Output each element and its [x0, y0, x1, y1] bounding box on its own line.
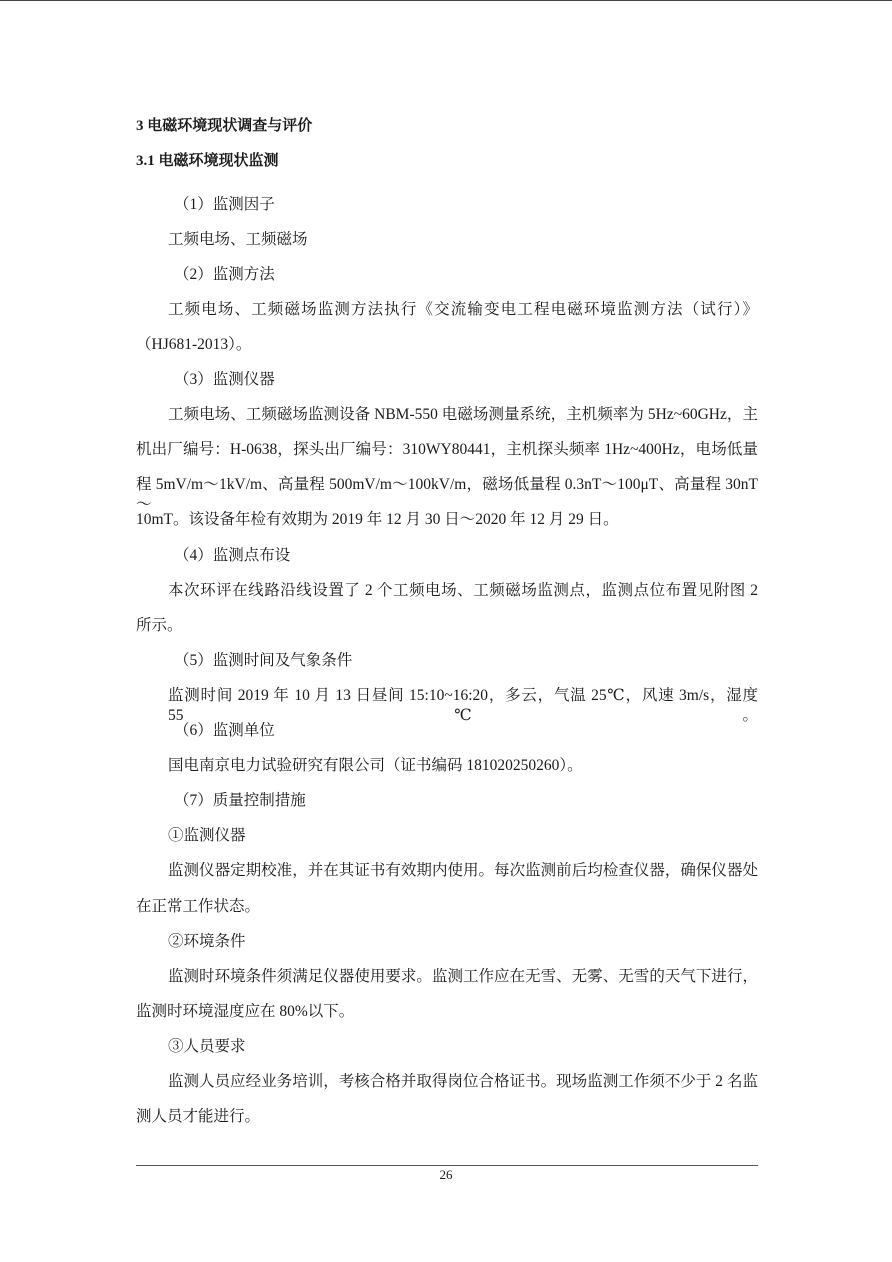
paragraph-line: 工频电场、工频磁场监测方法执行《交流输变电工程电磁环境监测方法（试行）》 [168, 301, 758, 318]
paragraph-line: 机出厂编号：H-0638，探头出厂编号：310WY80441，主机探头频率 1Hz~400Hz，电场低量 [136, 441, 758, 458]
paragraph-line: 监测时环境条件须满足仪器使用要求。监测工作应在无雪、无雾、无雪的天气下进行， [168, 968, 758, 985]
item-heading-monitoring-time: （5）监测时间及气象条件 [174, 652, 353, 669]
paragraph-line: 本次环评在线路沿线设置了 2 个工频电场、工频磁场监测点，监测点位布置见附图 2 [168, 582, 758, 599]
paragraph-line: 监测仪器定期校准，并在其证书有效期内使用。每次监测前后均检查仪器，确保仪器处 [168, 862, 758, 879]
paragraph-line: 所示。 [136, 617, 183, 634]
paragraph-line: 工频电场、工频磁场监测设备 NBM-550 电磁场测量系统，主机频率为 5Hz~60GHz，主 [168, 406, 758, 423]
item-heading-monitoring-factors: （1）监测因子 [174, 196, 275, 213]
footer-rule [136, 1165, 758, 1166]
subitem-heading: ②环境条件 [168, 933, 246, 950]
paragraph-line: 工频电场、工频磁场 [168, 231, 308, 248]
item-heading-monitoring-points: （4）监测点布设 [174, 547, 291, 564]
page-top-border [0, 0, 892, 1]
page-number: 26 [439, 1167, 453, 1182]
section-heading: 3 电磁环境现状调查与评价 [136, 118, 313, 134]
paragraph-line: 监测时间 2019 年 10 月 13 日昼间 15:10~16:20，多云，气温 25℃，风速 3m/s，湿度 55℃。 [168, 687, 758, 724]
item-heading-monitoring-unit: （6）监测单位 [174, 722, 275, 739]
paragraph-line: 国电南京电力试验研究有限公司（证书编码 181020250260）。 [168, 757, 583, 774]
item-heading-monitoring-instrument: （3）监测仪器 [174, 371, 275, 388]
paragraph-line: 监测人员应经业务培训，考核合格并取得岗位合格证书。现场监测工作须不少于 2 名监 [168, 1073, 758, 1090]
paragraph-line: 10mT。该设备年检有效期为 2019 年 12 月 30 日～2020 年 12 月 29 日。 [136, 511, 619, 528]
paragraph-line: 在正常工作状态。 [136, 898, 261, 915]
paragraph-line: （HJ681-2013）。 [136, 336, 252, 353]
subitem-heading: ①监测仪器 [168, 827, 246, 844]
paragraph-line: 程 5mV/m～1kV/m、高量程 500mV/m～100kV/m，磁场低量程 0.3nT～100μT、高量程 30nT～ [136, 476, 758, 513]
subsection-heading: 3.1 电磁环境现状监测 [136, 153, 279, 169]
paragraph-line: 测人员才能进行。 [136, 1108, 261, 1125]
item-heading-quality-control: （7）质量控制措施 [174, 792, 306, 809]
item-heading-monitoring-method: （2）监测方法 [174, 266, 275, 283]
paragraph-line: 监测时环境湿度应在 80%以下。 [136, 1003, 355, 1020]
subitem-heading: ③人员要求 [168, 1038, 246, 1055]
